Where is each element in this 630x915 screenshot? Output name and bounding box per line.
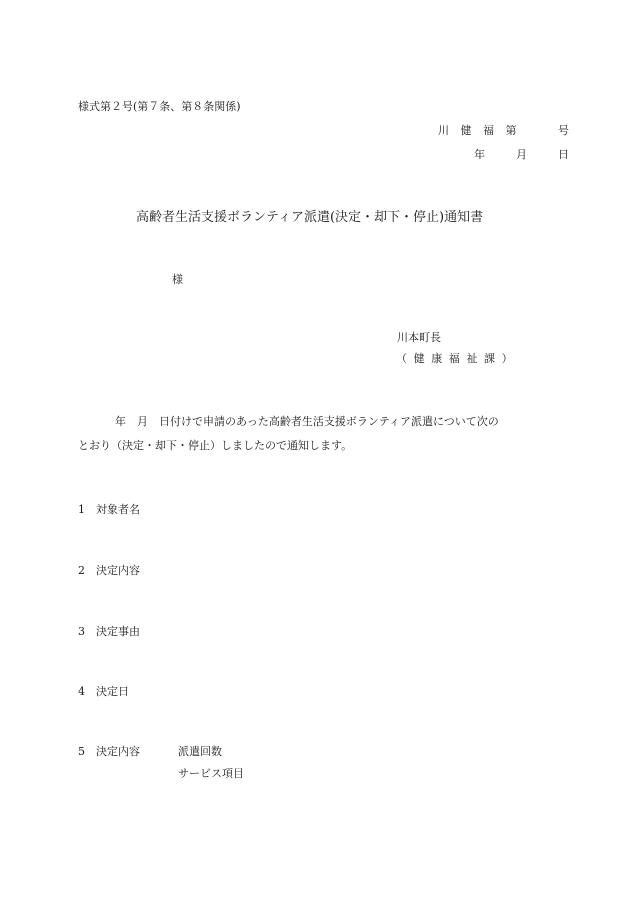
item-3-label: 決定事由 xyxy=(96,625,140,638)
body-text-line-2: とおり（決定・却下・停止）しましたので通知します。 xyxy=(78,439,353,452)
item-5-label: 決定内容 xyxy=(96,745,140,758)
item-1-number: 1 xyxy=(78,503,85,516)
item-5-sub-service-items: サービス項目 xyxy=(178,767,244,780)
item-2-label: 決定内容 xyxy=(96,564,140,577)
item-5-number: 5 xyxy=(78,745,85,758)
form-number: 様式第２号(第７条、第８条関係) xyxy=(78,100,241,113)
date-line: 年 月 日 xyxy=(474,148,572,161)
addressee-suffix: 様 xyxy=(172,273,183,286)
item-2-number: 2 xyxy=(78,564,85,577)
item-5-sub-dispatch-count: 派遣回数 xyxy=(178,745,222,758)
item-4-label: 決定日 xyxy=(96,685,129,698)
sender-department: （健康福祉課） xyxy=(396,352,520,365)
sender-name: 川本町長 xyxy=(397,331,441,344)
body-text-line-1: 年 月 日付けで申請のあった高齢者生活支援ボランティア派遣について次の xyxy=(115,415,499,428)
document-title: 高齢者生活支援ボランティア派遣(決定・却下・停止)通知書 xyxy=(136,210,484,225)
item-3-number: 3 xyxy=(78,625,85,638)
document-number: 川 健 福 第 号 xyxy=(438,124,573,137)
item-1-label: 対象者名 xyxy=(96,503,140,516)
item-4-number: 4 xyxy=(78,685,85,698)
